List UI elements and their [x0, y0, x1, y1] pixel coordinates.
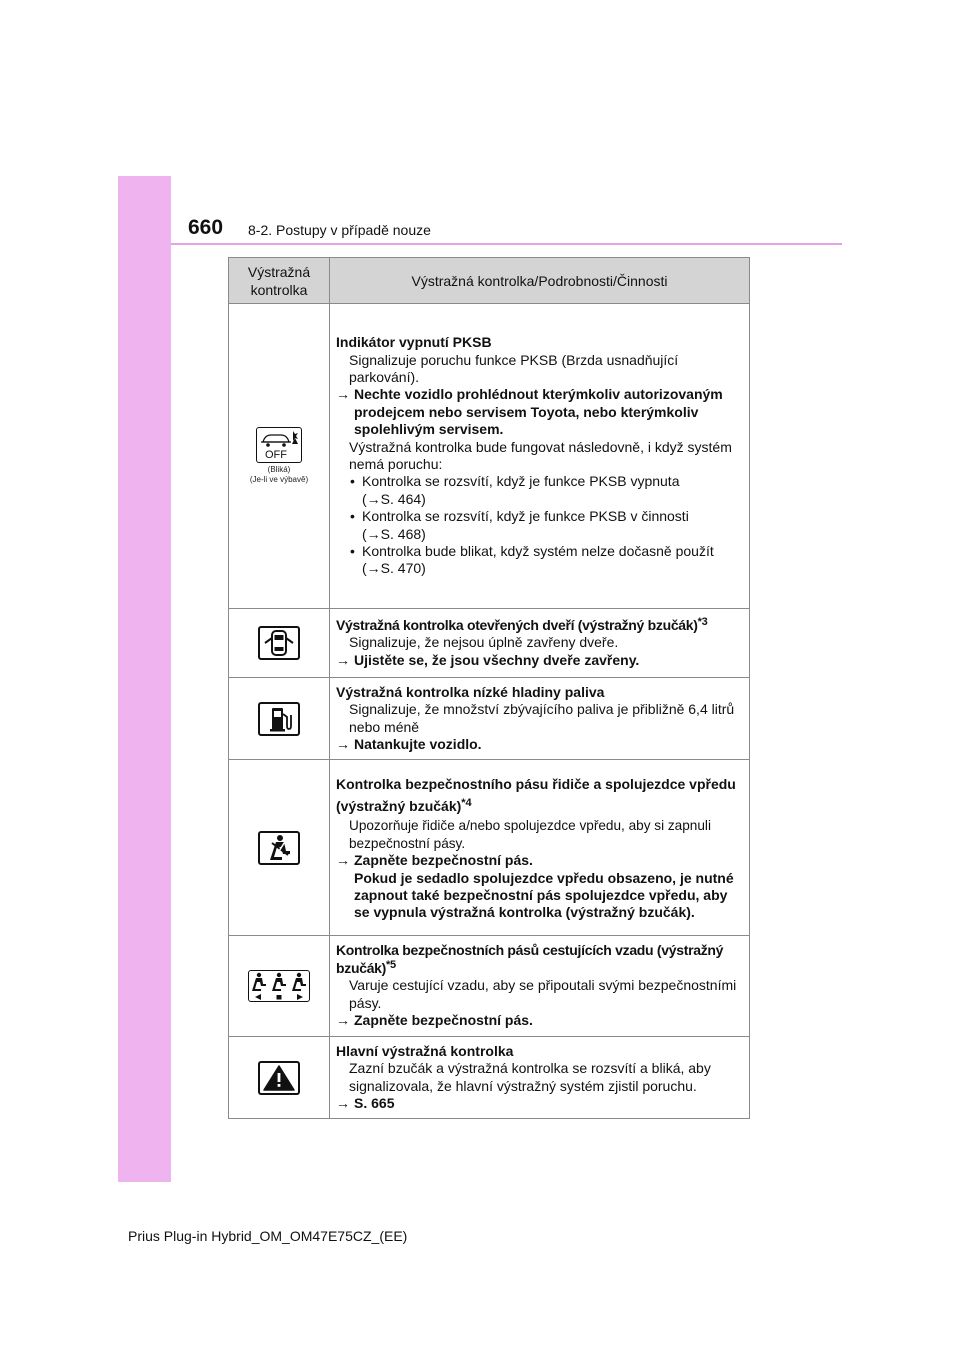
seatbelt-icon	[258, 831, 300, 865]
arrow-icon: →	[366, 525, 381, 542]
row-description: Varuje cestující vzadu, aby se připoutali svými bezpečnostními pásy.	[349, 977, 737, 1011]
footnote-marker: *4	[461, 797, 472, 810]
list-item: • Kontrolka se rozsvítí, když je funkce PKSB v činnosti (→S. 468)	[336, 508, 745, 543]
row-title: Hlavní výstražná kontrolka	[336, 1042, 514, 1059]
footnote-marker: *3	[697, 615, 708, 628]
row-note: Výstražná kontrolka bude fungovat následovně, i když systém nemá poruchu:	[349, 438, 732, 472]
icon-cell	[229, 936, 330, 1037]
page-reference[interactable]: S. 665	[354, 1094, 395, 1111]
icon-cell	[229, 760, 330, 936]
row-action-detail: Pokud je sedadlo spolujezdce vpředu obsazeno, je nutné zapnout také bezpečnostní pás spolujezdce vpředu, aby se vypnula výstražná kontrolka (výstražný bzučák).	[354, 869, 734, 921]
page-reference[interactable]: S. 468	[380, 525, 422, 542]
row-title: Výstražná kontrolka otevřených dveří (výstražný bzučák)$^{*3}$	[336, 615, 708, 633]
page-reference[interactable]: S. 470	[380, 560, 422, 577]
arrow-icon: →	[336, 1012, 350, 1029]
footnote-marker: *5	[386, 958, 396, 971]
section-title: 8-2. Postupy v případě nouze	[248, 222, 431, 238]
arrow-icon: →	[336, 651, 350, 668]
arrow-icon: →	[336, 735, 350, 752]
row-action: → Natankujte vozidlo.	[336, 735, 482, 752]
icon-cell	[229, 678, 330, 760]
warning-lights-table	[228, 257, 750, 1119]
description-cell	[330, 678, 750, 760]
footer-document-id: Prius Plug-in Hybrid_OM_OM47E75CZ_(EE)	[128, 1228, 408, 1244]
description-cell	[330, 609, 750, 678]
description-cell	[330, 1037, 750, 1119]
master-warning-icon	[258, 1061, 300, 1095]
icon-cell	[229, 1037, 330, 1119]
arrow-icon: →	[336, 1094, 350, 1111]
row-action	[336, 1095, 745, 1112]
row-action: → Zapněte bezpečnostní pás.	[336, 1012, 533, 1029]
table-row	[229, 1037, 750, 1119]
icon-note-blinking: (Bliká)	[267, 465, 291, 474]
row-description: Signalizuje, že nejsou úplně zavřeny dveře.	[349, 634, 619, 651]
row-description: Upozorňuje řidiče a/nebo spolujezdce vpředu, aby si zapnuli bezpečnostní pásy.	[349, 818, 711, 851]
header-details: Výstražná kontrolka/Podrobnosti/Činnosti	[330, 258, 750, 304]
svg-text:OFF: OFF	[265, 449, 287, 461]
row-description: Signalizuje, že množství zbývajícího paliva je přibližně 6,4 litrů nebo méně	[349, 701, 735, 735]
page-number: 660	[188, 216, 224, 239]
pksb-off-icon	[256, 427, 302, 463]
icon-cell	[229, 304, 330, 609]
row-description: Signalizuje poruchu funkce PKSB (Brzda usnadňující parkování).	[349, 351, 679, 385]
table-row	[229, 936, 750, 1037]
table-row	[229, 304, 750, 609]
arrow-icon: →	[336, 386, 350, 403]
header-warning-light: Výstražná kontrolka	[229, 258, 330, 304]
table-row	[229, 760, 750, 936]
description-cell	[330, 936, 750, 1037]
header-rule	[171, 243, 842, 245]
chapter-side-band	[118, 176, 171, 1182]
table-header-row	[229, 258, 750, 304]
table-row	[229, 609, 750, 678]
low-fuel-icon	[258, 702, 300, 736]
icon-cell	[229, 609, 330, 678]
arrow-icon: →	[366, 560, 381, 577]
list-item: • Kontrolka bude blikat, když systém nelze dočasně použít (→S. 470)	[336, 543, 745, 578]
row-action: → Ujistěte se, že jsou všechny dveře zavřeny.	[336, 651, 640, 668]
list-item: • Kontrolka se rozsvítí, když je funkce PKSB vypnuta (→S. 464)	[336, 473, 745, 508]
description-cell	[330, 760, 750, 936]
row-title: Kontrolka bezpečnostního pásu řidiče a spolujezdce vpředu (výstražný bzučák)$^{*4}$	[336, 776, 736, 815]
row-action: → Nechte vozidlo prohlédnout kterýmkoliv autorizovaným prodejcem nebo servisem Toyota, nebo kterýmkoliv spolehlivým servisem.	[336, 386, 723, 438]
row-title: Výstražná kontrolka nízké hladiny paliva	[336, 683, 605, 700]
row-action: → Zapněte bezpečnostní pás. Pokud je sedadlo spolujezdce vpředu obsazeno, je nutné zapnout také bezpečnostní pás spolujezdce vpředu, aby se vypnula výstražná kontrolka (výstražný bzučák).	[336, 852, 745, 922]
page-reference[interactable]: S. 464	[380, 490, 422, 507]
row-title: Indikátor vypnutí PKSB	[336, 334, 492, 351]
row-title: Kontrolka bezpečnostních pásů cestujících vzadu (výstražný bzučák)$^{*5}$	[336, 942, 724, 976]
icon-note-if-equipped: (Je-li ve výbavě)	[249, 475, 309, 484]
table-row	[229, 678, 750, 760]
door-open-icon	[258, 626, 300, 660]
rear-seatbelt-icon	[248, 970, 310, 1002]
description-cell	[330, 304, 750, 609]
arrow-icon: →	[366, 490, 381, 507]
arrow-icon: →	[336, 852, 350, 869]
row-description: Zazní bzučák a výstražná kontrolka se rozsvítí a bliká, aby signalizovala, že hlavní výstražný systém zjistil poruchu.	[349, 1060, 711, 1094]
